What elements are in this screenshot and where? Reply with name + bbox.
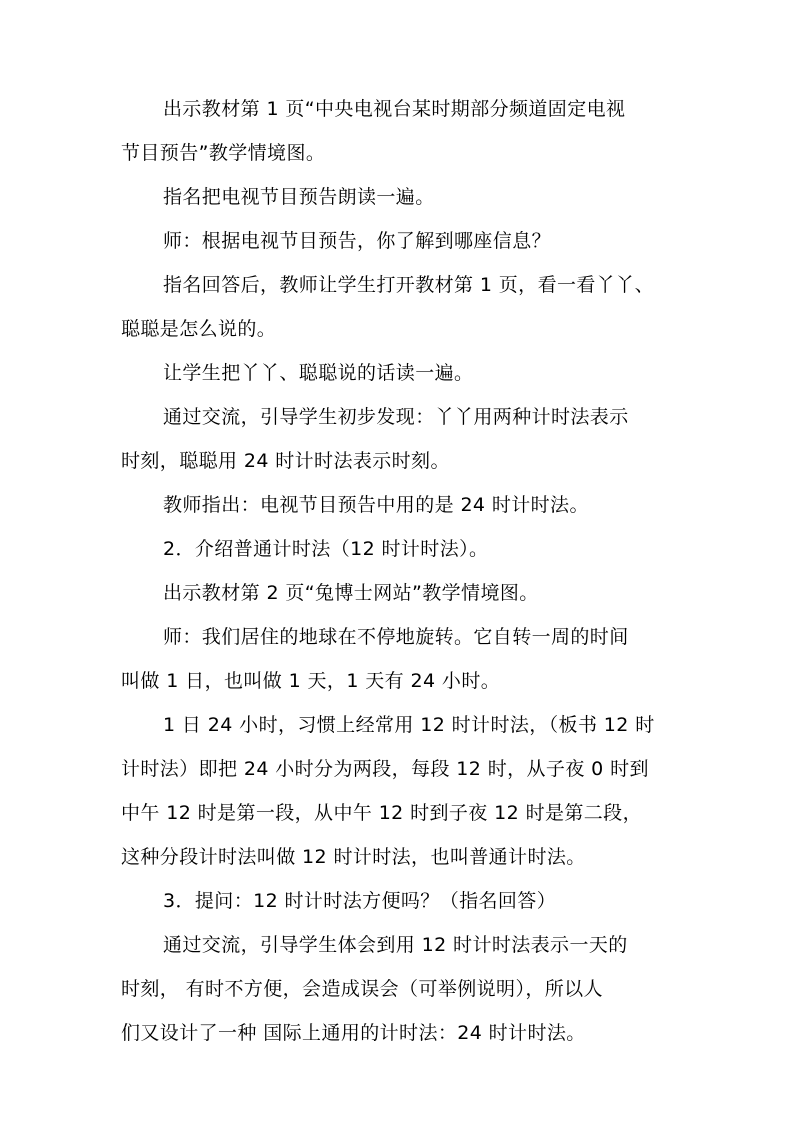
paragraph-line: 指名把电视节目预告朗读一遍。 [163,186,435,208]
paragraph-line: 出示教材第 1 页“中央电视台某时期部分频道固定电视 [163,98,626,120]
paragraph-line: 1 日 24 小时，习惯上经常用 12 时计时法，（板书 12 时 [163,714,655,736]
paragraph-line: 节目预告”教学情境图。 [121,142,326,164]
paragraph-line: 教师指出：电视节目预告中用的是 24 时计时法。 [163,494,589,516]
section-heading: 3．提问：12 时计时法方便吗？（指名回答） [163,890,557,912]
paragraph-line: 时刻， 有时不方便，会造成误会（可举例说明），所以人 [121,978,603,1000]
paragraph-line: 通过交流，引导学生初步发现：丫丫用两种计时法表示 [163,406,629,428]
paragraph-line: 师：根据电视节目预告，你了解到哪座信息？ [163,230,552,252]
paragraph-line: 通过交流，引导学生体会到用 12 时计时法表示一天的 [163,934,628,956]
paragraph-line: 聪聪是怎么说的。 [121,318,277,340]
paragraph-line: 中午 12 时是第一段，从中午 12 时到子夜 12 时是第二段， [121,802,642,824]
paragraph-line: 计时法）即把 24 小时分为两段，每段 12 时，从子夜 0 时到 [121,758,649,780]
paragraph-line: 师：我们居住的地球在不停地旋转。它自转一周的时间 [163,626,629,648]
paragraph-line: 让学生把丫丫、聪聪说的话读一遍。 [163,362,474,384]
paragraph-line: 时刻，聪聪用 24 时计时法表示时刻。 [121,450,450,472]
paragraph-line: 出示教材第 2 页“兔博士网站”教学情境图。 [163,582,539,604]
section-heading: 2．介绍普通计时法（12 时计时法）。 [163,538,489,560]
paragraph-line: 叫做 1 日，也叫做 1 天，1 天有 24 小时。 [121,670,501,692]
paragraph-line: 这种分段计时法叫做 12 时计时法，也叫普通计时法。 [121,846,586,868]
paragraph-line: 指名回答后，教师让学生打开教材第 1 页，看一看丫丫、 [163,274,654,296]
paragraph-line: 们又设计了一种 国际上通用的计时法：24 时计时法。 [121,1022,586,1044]
